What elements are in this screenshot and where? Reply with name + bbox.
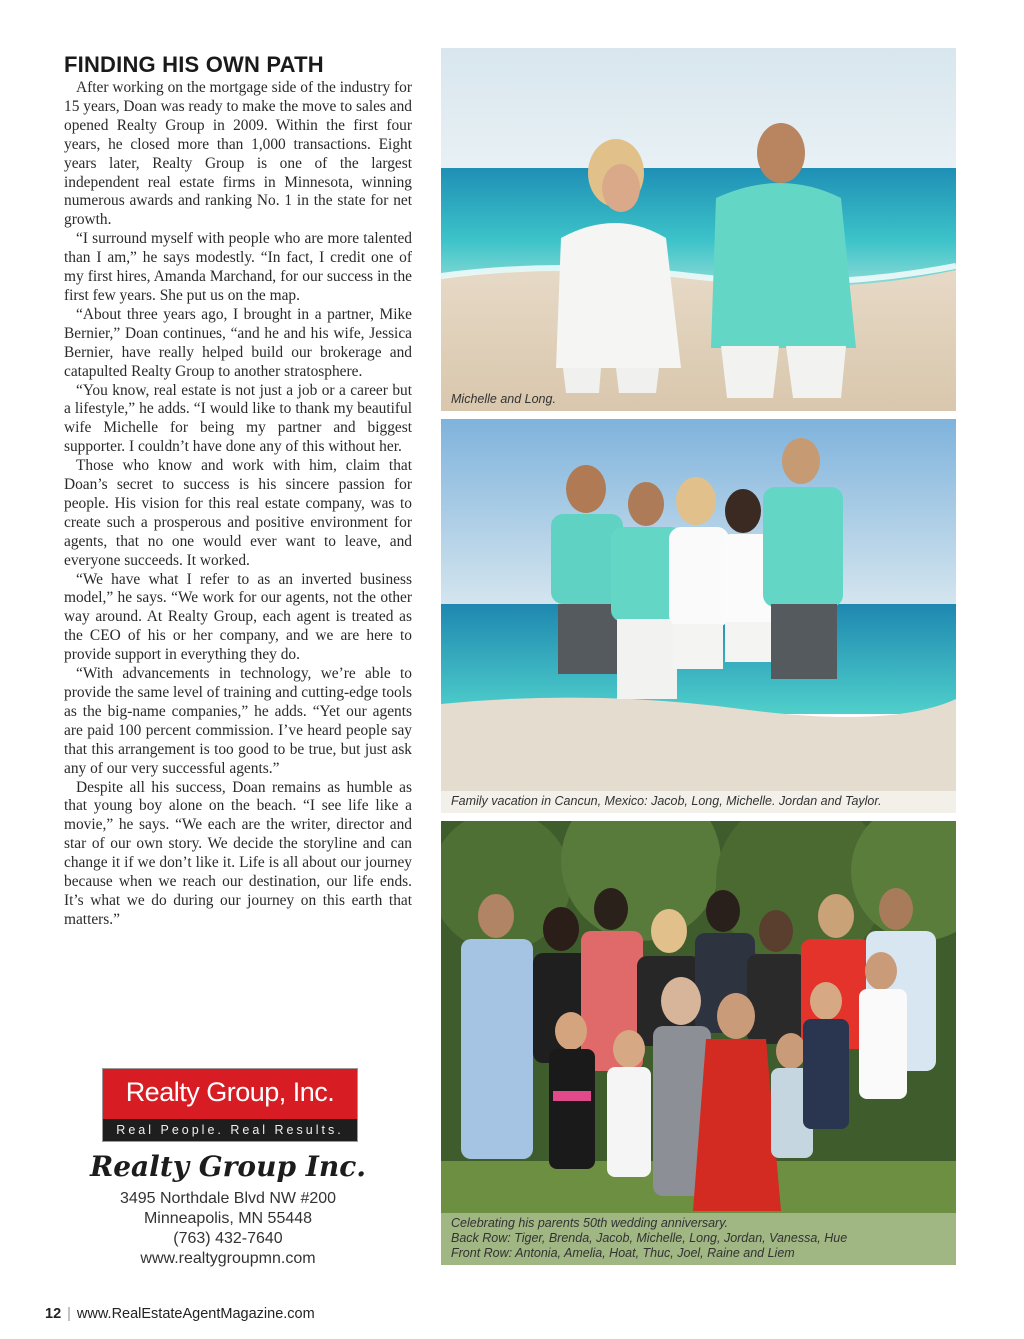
article-paragraph: “About three years ago, I brought in a partner, Mike Bernier,” Doan continues, “and he and his wife, Jessica Bernier, have really helped build our brokerage and catapulted Realty Group to another stratosphere. — [64, 305, 412, 380]
city-address: Minneapolis, MN 55448 — [143, 1210, 313, 1227]
article-paragraph: “I surround myself with people who are more talented than I am,” he says modestly. “In fact, I credit one of my first hires, Amanda Marchand, for our success in the first few years. She put us on the map. — [64, 230, 412, 304]
caption-line: Michelle and Long. — [451, 392, 556, 406]
footer-site-link[interactable]: www.RealEstateAgentMagazine.com — [76, 1306, 315, 1322]
article-paragraph: “We have what I refer to as an inverted business model,” he says. “We work for our agents, not the other way around. At Realty Group, each agent is treated as the CEO of his or her company, and we are here to provide support in everything they do. — [64, 570, 412, 664]
photo-couple-beach — [441, 48, 956, 411]
caption-line: Family vacation in Cancun, Mexico: Jacob, Long, Michelle. Jordan and Taylor. — [451, 794, 882, 808]
phone-number: (763) 432-7640 — [173, 1230, 283, 1247]
couple-beach-image — [441, 48, 956, 411]
page-number: 12 — [45, 1306, 62, 1322]
footer-separator: | — [67, 1306, 71, 1322]
logo-tagline: Real People. Real Results. — [103, 1119, 357, 1141]
company-logo — [103, 1069, 357, 1141]
page-footer — [45, 1306, 315, 1322]
article-paragraph: “You know, real estate is not just a job or a career but a lifestyle,” he adds. “I would like to thank my beautiful wife Michelle for being my partner and biggest supporter. I couldn’t have done any of this without her. — [64, 381, 412, 456]
photo-caption — [441, 389, 956, 411]
company-name: Realty Group Inc. — [89, 1150, 367, 1183]
logo-wordmark: Realty Group, Inc. — [125, 1077, 335, 1107]
website-link[interactable]: www.realtygroupmn.com — [140, 1250, 316, 1267]
article-paragraph: Despite all his success, Doan remains as humble as that young boy alone on the beach. “I see life like a movie,” he says. “We each are the writer, director and star of our own story. We decide the storyline and can change it if we don’t like it. Life is all about our journey because when we reach our destination, our life ends. It’s what we do during our journey on this earth that matters.” — [64, 778, 412, 928]
street-address: 3495 Northdale Blvd NW #200 — [119, 1190, 337, 1207]
article-paragraph: After working on the mortgage side of the industry for 15 years, Doan was ready to make the move to sales and opened Realty Group in 2009. Within the first four years, he closed more than 1,000 transactions. Eight years later, Realty Group is one of the largest independent real estate firms in Minnesota, winning numerous awards and ranking No. 1 in the state for net growth. — [64, 79, 412, 229]
caption-line: Celebrating his parents 50th wedding anniversary. — [451, 1216, 729, 1230]
article-paragraph: Those who know and work with him, claim that Doan’s secret to success is his sincere passion for people. His vision for this real estate company, was to create such a prosperous and positive environment for agents, that no one would ever want to leave, and everyone succeeds. It worked. — [64, 457, 412, 569]
article-paragraph: “With advancements in technology, we’re able to provide the same level of training and cutting-edge tools as the big-name companies,” he adds. “Yet our agents are paid 100 percent commission. I’ve heard people say that this arrangement is too good to be true, but just ask any of our very successful agents.” — [64, 665, 412, 777]
anniversary-image — [441, 821, 956, 1265]
caption-line: Back Row: Tiger, Brenda, Jacob, Michelle, Long, Jordan, Vanessa, Hue — [451, 1231, 848, 1245]
contact-block — [64, 1189, 392, 1269]
photo-caption — [441, 791, 956, 813]
photo-anniversary — [441, 821, 956, 1265]
family-vacation-image — [441, 419, 956, 813]
caption-line: Front Row: Antonia, Amelia, Hoat, Thuc, Joel, Raine and Liem — [451, 1246, 795, 1260]
article-heading: FINDING HIS OWN PATH — [64, 52, 324, 77]
photo-caption — [441, 1213, 956, 1265]
photo-family-vacation — [441, 419, 956, 813]
article-body — [64, 79, 412, 930]
